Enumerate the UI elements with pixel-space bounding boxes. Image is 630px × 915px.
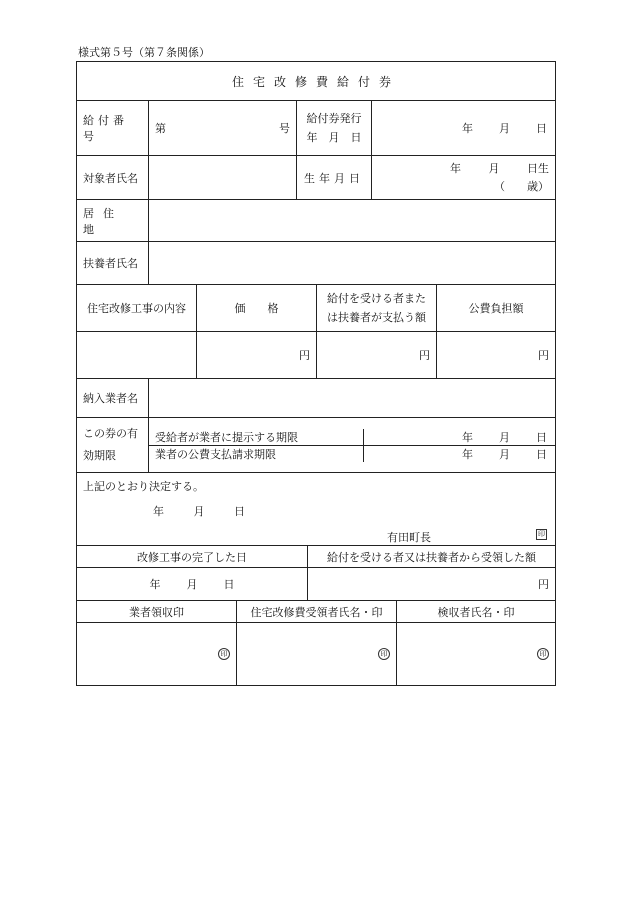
price-header: 価 格 — [197, 285, 317, 331]
issue-date-field[interactable]: 年 月 日 — [462, 122, 547, 135]
birth-date-label: 生年月日 — [297, 156, 372, 199]
mayor-seal-icon: 印 — [538, 530, 545, 538]
number-row — [76, 100, 556, 155]
work-content-field[interactable] — [77, 332, 197, 378]
decision-text: 上記のとおり決定する。 — [83, 480, 204, 493]
received-amount-field[interactable]: 円 — [538, 578, 549, 591]
number-suffix: 号 — [279, 122, 290, 135]
birth-date-field[interactable]: 年 月 日生 （ 歳） — [372, 156, 555, 199]
present-deadline-date[interactable]: 年 月 日 — [462, 430, 547, 444]
decision-block — [77, 473, 555, 545]
age-field: （ 歳） — [494, 179, 549, 193]
seal-icon: 印 — [537, 648, 549, 660]
seal-icon: 印 — [218, 648, 230, 660]
vendor-name-field[interactable] — [149, 379, 555, 417]
number-prefix: 第 — [155, 122, 166, 135]
validity-label: この券の有 効期限 — [77, 418, 149, 472]
form-number-note: 様式第５号（第７条関係） — [78, 46, 210, 59]
vendor-receipt-label: 業者領収印 — [77, 601, 237, 622]
cost-header-row — [76, 284, 556, 331]
vendor-row — [76, 378, 556, 417]
mayor-name: 有田町長 — [387, 531, 431, 544]
seal-icon: 印 — [378, 648, 390, 660]
receipts-header-row — [76, 600, 556, 622]
claim-deadline-label: 業者の公費支払請求期限 — [149, 446, 364, 462]
recipient-signature-field[interactable] — [237, 623, 397, 685]
validity-row — [76, 417, 556, 472]
received-amount-label: 給付を受ける者又は扶養者から受領した額 — [327, 550, 536, 564]
supporter-name-label: 扶養者氏名 — [77, 242, 149, 284]
validity-claim-deadline — [149, 445, 555, 462]
completion-header-row — [76, 545, 556, 567]
inspector-signature-label: 検収者氏名・印 — [437, 605, 515, 619]
issue-date-label — [297, 101, 372, 155]
issue-label-line2: 年 月 日 — [306, 131, 362, 144]
issue-label-line1: 給付券発行 — [306, 112, 362, 125]
address-label: 居住地 — [77, 200, 149, 241]
completion-values-row — [76, 567, 556, 600]
vendor-receipt-field[interactable] — [77, 623, 237, 685]
copay-header: 給付を受ける者また は扶養者が支払う額 — [317, 285, 437, 331]
completion-date-field[interactable]: 年 月 日 — [77, 568, 308, 600]
completion-date-label: 改修工事の完了した日 — [77, 546, 308, 567]
subject-name-label: 対象者氏名 — [77, 156, 149, 199]
validity-present-deadline — [149, 429, 555, 445]
form-title: 住宅改修費給付券 — [231, 74, 400, 89]
decision-date[interactable]: 年 月 日 — [153, 505, 245, 518]
present-deadline-label: 受給者が業者に提示する期限 — [149, 429, 364, 445]
name-row — [76, 155, 556, 199]
decision-row — [76, 472, 556, 545]
price-field[interactable]: 円 — [197, 332, 317, 378]
address-field[interactable] — [149, 200, 555, 241]
supporter-row — [76, 241, 556, 284]
claim-deadline-date[interactable]: 年 月 日 — [462, 447, 547, 461]
vendor-name-label: 納入業者名 — [77, 379, 149, 417]
public-share-header: 公費負担額 — [468, 302, 524, 315]
supporter-name-field[interactable] — [149, 242, 555, 284]
inspector-signature-field[interactable] — [397, 623, 555, 685]
work-content-header: 住宅改修工事の内容 — [77, 285, 197, 331]
subject-name-field[interactable] — [149, 156, 297, 199]
address-row — [76, 199, 556, 241]
voucher-number-field[interactable] — [149, 101, 297, 155]
voucher-number-label: 給付番号 — [77, 101, 149, 155]
recipient-signature-label: 住宅改修費受領者氏名・印 — [237, 601, 397, 622]
voucher-form — [76, 61, 556, 686]
copay-field[interactable]: 円 — [317, 332, 437, 378]
title-row — [76, 61, 556, 100]
receipts-body-row — [76, 622, 556, 686]
cost-values-row — [76, 331, 556, 378]
public-share-field[interactable]: 円 — [538, 349, 549, 362]
